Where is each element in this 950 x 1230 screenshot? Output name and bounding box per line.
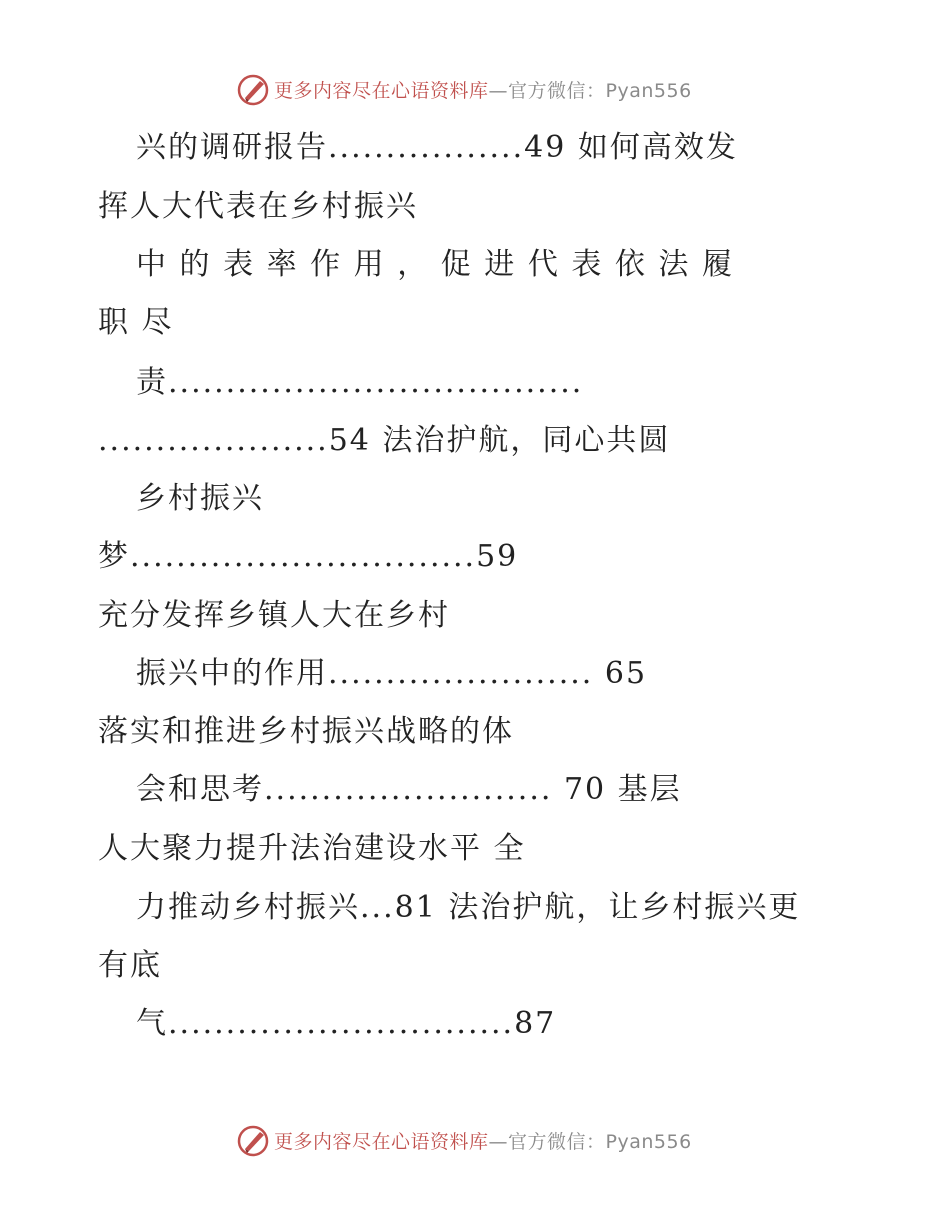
pen-logo-icon: [236, 1123, 270, 1157]
toc-text: 人大聚力提升法治建设水平 全: [98, 831, 526, 866]
toc-line: [0, 301, 950, 345]
toc-text: 责....................................: [136, 365, 584, 400]
watermark-text: [274, 76, 692, 103]
toc-line: [0, 594, 950, 638]
toc-text: 振兴中的作用....................... 65: [136, 656, 648, 691]
toc-text: 梦..............................59: [98, 539, 519, 574]
toc-line: [0, 477, 950, 521]
toc-text: 中 的 表 率 作 用 ， 促 进 代 表 依 法 履: [136, 247, 734, 282]
toc-text: 挥人大代表在乡村振兴: [98, 189, 418, 224]
pen-logo-icon: [236, 72, 270, 106]
toc-line: [0, 419, 950, 463]
toc-line: [0, 185, 950, 229]
toc-line: [0, 768, 950, 812]
toc-text: 乡村振兴: [136, 481, 264, 516]
toc-line: [0, 886, 950, 930]
watermark-red-text: 更多内容尽在心语资料库: [274, 1130, 489, 1153]
toc-line: [0, 827, 950, 871]
toc-line: [0, 243, 950, 287]
watermark-text: [274, 1127, 692, 1154]
toc-line: [0, 1002, 950, 1046]
toc-line: [0, 535, 950, 579]
toc-line: [0, 361, 950, 405]
watermark-gray-text: —官方微信：Pyan556: [488, 79, 692, 102]
watermark-gray-text: —官方微信：Pyan556: [488, 1130, 692, 1153]
toc-text: 会和思考......................... 70 基层: [136, 772, 682, 807]
toc-text: 气..............................87: [136, 1006, 557, 1041]
toc-text: 职 尽: [98, 305, 174, 340]
toc-text: 充分发挥乡镇人大在乡村: [98, 598, 450, 633]
toc-line: [0, 710, 950, 754]
header-watermark: [236, 71, 692, 107]
toc-text: 力推动乡村振兴...81 法治护航，让乡村振兴更: [136, 890, 801, 925]
toc-text: 有底: [98, 948, 162, 983]
toc-line: [0, 944, 950, 988]
toc-text: 落实和推进乡村振兴战略的体: [98, 714, 514, 749]
toc-text: ....................54 法治护航，同心共圆: [98, 423, 671, 458]
watermark-red-text: 更多内容尽在心语资料库: [274, 79, 489, 102]
footer-watermark: [236, 1122, 692, 1158]
toc-line: [0, 652, 950, 696]
toc-text: 兴的调研报告.................49 如何高效发: [136, 130, 738, 165]
toc-line: [0, 126, 950, 170]
